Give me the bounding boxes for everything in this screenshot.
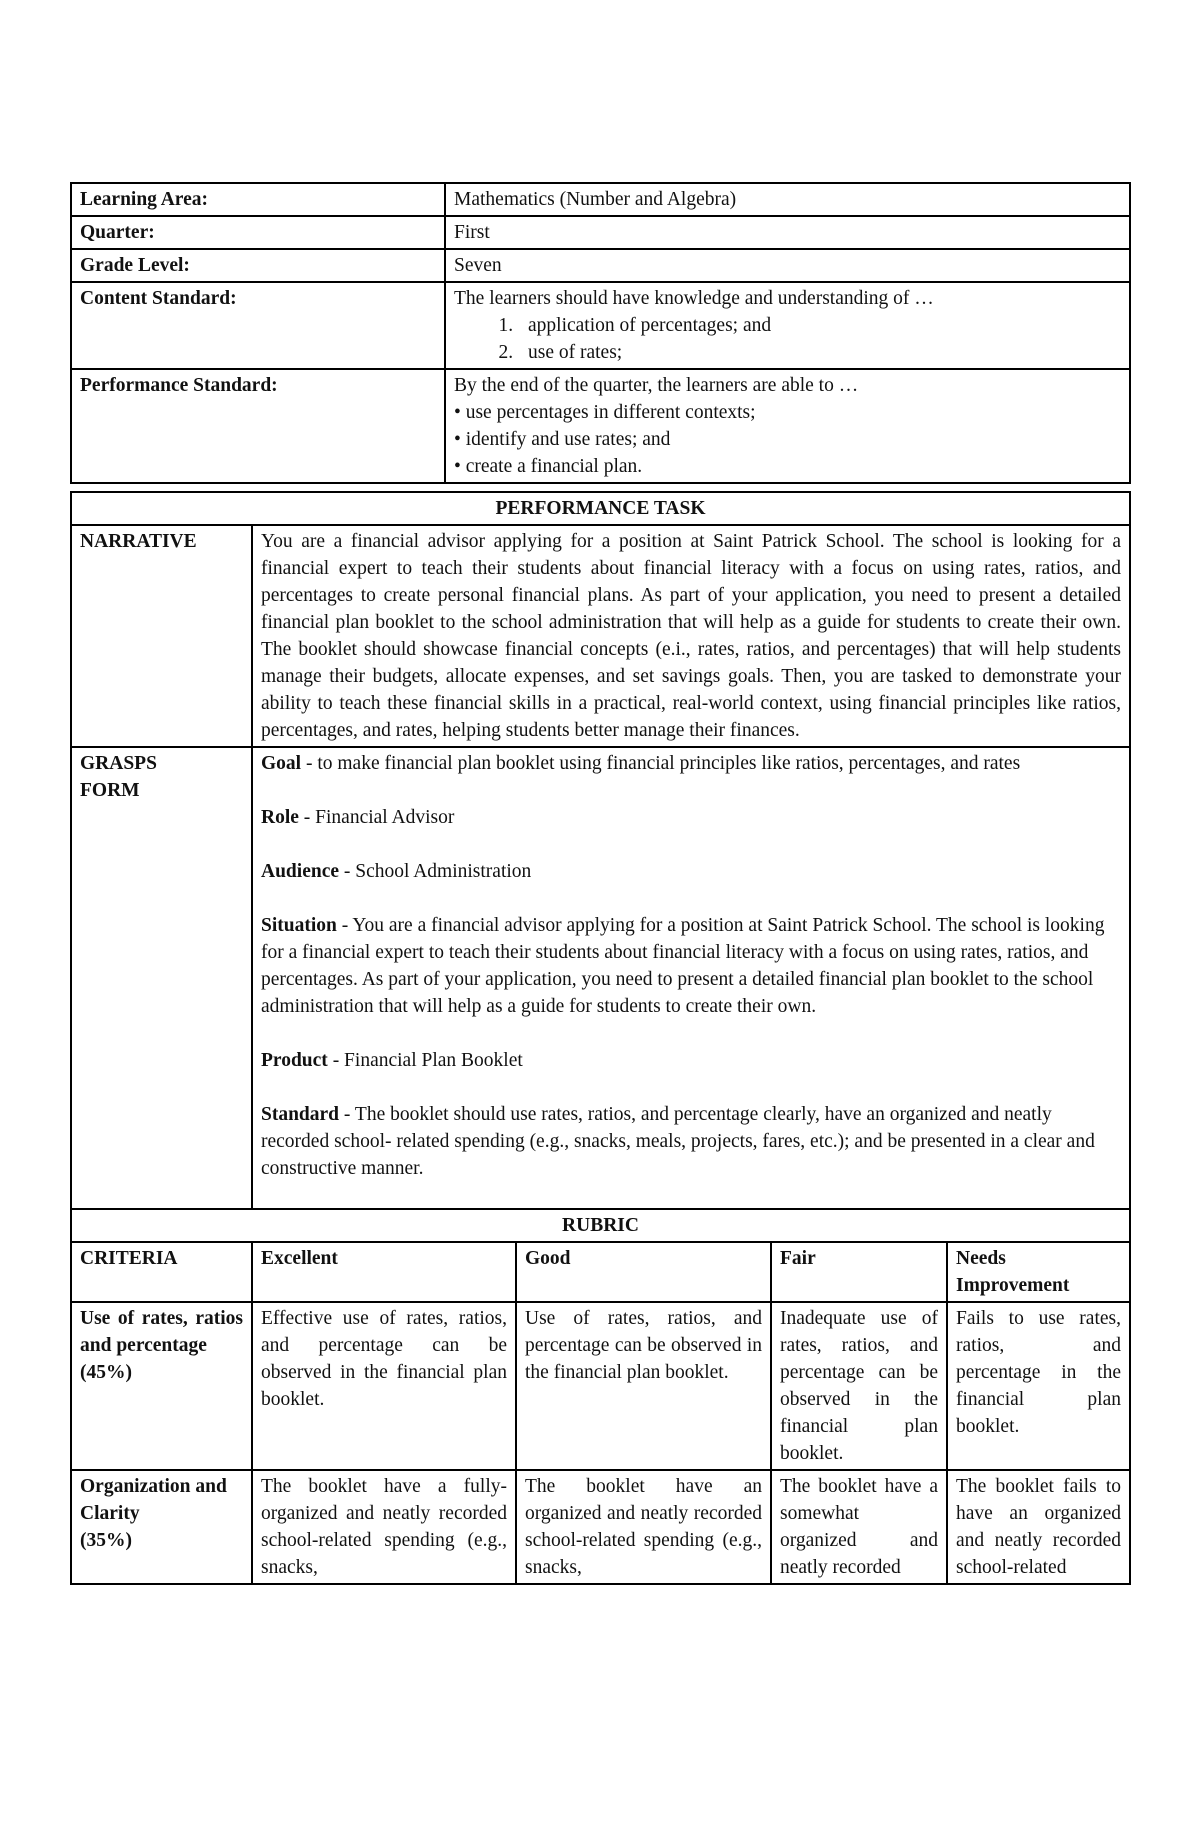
grasps-item-text: - Financial Advisor: [298, 807, 455, 828]
content-standard-item: 2. use of rates;: [518, 339, 1121, 366]
rubric-criterion-weight: (45%): [80, 1362, 132, 1383]
content-standard-row: [71, 282, 1130, 369]
grasps-product: [261, 1047, 1121, 1074]
content-standard-item: 1. application of percentages; and: [518, 312, 1121, 339]
rubric-cell: The booklet have a fully-organized and neatly recorded school-related spending (e.g., snacks,: [252, 1470, 516, 1584]
rubric-cell: The booklet have an organized and neatly recorded school-related spending (e.g., snacks,: [516, 1470, 771, 1584]
rubric-header-criteria: CRITERIA: [71, 1242, 252, 1302]
grasps-item-text: - School Administration: [339, 861, 532, 882]
grasps-role: [261, 804, 1121, 831]
grasps-standard: [261, 1101, 1121, 1182]
performance-standard-row: [71, 369, 1130, 483]
grasps-goal: [261, 750, 1121, 777]
rubric-header-excellent: Excellent: [252, 1242, 516, 1302]
grasps-item-text: - Financial Plan Booklet: [327, 1050, 523, 1071]
grasps-label: [71, 747, 252, 1209]
rubric-cell: Effective use of rates, ratios, and percentage can be observed in the financial plan booklet.: [252, 1302, 516, 1470]
rubric-cell: Use of rates, ratios, and percentage can be observed in the financial plan booklet.: [516, 1302, 771, 1470]
rubric-criterion-weight: (35%): [80, 1530, 132, 1551]
grasps-item-label: Situation: [261, 915, 337, 936]
grasps-item-label: Audience: [261, 861, 339, 882]
rubric-title-row: [71, 1209, 1130, 1242]
rubric-criterion-name: Organization and Clarity: [80, 1476, 227, 1524]
narrative-row: [71, 525, 1130, 747]
grade-label: Grade Level:: [71, 249, 445, 282]
content-standard-intro: The learners should have knowledge and understanding of …: [454, 288, 934, 309]
grasps-audience: [261, 858, 1121, 885]
grasps-item-label: Goal: [261, 753, 302, 774]
performance-task-table: [70, 491, 1131, 1585]
performance-standard-label: Performance Standard:: [71, 369, 445, 483]
grasps-label-line: FORM: [80, 780, 140, 801]
grasps-item-label: Role: [261, 807, 299, 828]
rubric-row: [71, 1470, 1130, 1584]
rubric-header-row: [71, 1242, 1130, 1302]
performance-task-title: PERFORMANCE TASK: [71, 492, 1130, 525]
content-standard-list: [454, 312, 1121, 366]
learning-area-row: [71, 183, 1130, 216]
performance-standard-item: • identify and use rates; and: [454, 429, 671, 450]
narrative-label: NARRATIVE: [71, 525, 252, 747]
rubric-cell: Fails to use rates, ratios, and percentage in the financial plan booklet.: [947, 1302, 1130, 1470]
rubric-cell: Inadequate use of rates, ratios, and percentage can be observed in the financial plan booklet.: [771, 1302, 947, 1470]
narrative-text: You are a financial advisor applying for a position at Saint Patrick School. The school is looking for a financial expert to teach their students about financial literacy with a focus on using rates, ratios, and percentages to create personal financial plans. As part of your application, you need to present a detailed financial plan booklet to the school administration that will help as a guide for students to create their own. The booklet should showcase financial concepts (e.i., rates, ratios, and percentages) that will help students manage their budgets, allocate expenses, and set savings goals. Then, you are tasked to demonstrate your ability to teach these financial skills in a practical, real-world context, using financial principles like ratios, percentages, and rates, helping students better manage their finances.: [252, 525, 1130, 747]
info-table: [70, 182, 1131, 484]
grade-value: Seven: [445, 249, 1130, 282]
grasps-label-line: GRASPS: [80, 753, 157, 774]
grasps-content: [252, 747, 1130, 1209]
rubric-header-needs-improvement: Needs Improvement: [947, 1242, 1130, 1302]
content-standard-label: Content Standard:: [71, 282, 445, 369]
performance-standard-item: • create a financial plan.: [454, 456, 643, 477]
rubric-cell: The booklet fails to have an organized and neatly recorded school-related: [947, 1470, 1130, 1584]
performance-standard-item: • use percentages in different contexts;: [454, 402, 756, 423]
grade-row: [71, 249, 1130, 282]
learning-area-value: Mathematics (Number and Algebra): [445, 183, 1130, 216]
quarter-value: First: [445, 216, 1130, 249]
grasps-item-text: - The booklet should use rates, ratios, and percentage clearly, have an organized and neatly recorded school- related spending (e.g., snacks, meals, projects, fares, etc.); and be presented in a clear and constructive manner.: [261, 1104, 1095, 1179]
rubric-header-good: Good: [516, 1242, 771, 1302]
performance-standard-value: [445, 369, 1130, 483]
grasps-item-text: - You are a financial advisor applying for a position at Saint Patrick School. The school is looking for a financial expert to teach their students about financial literacy with a focus on using rates, ratios, and percentages. As part of your application, you need to present a detailed financial plan booklet to the school administration that will help as a guide for students to create their own.: [261, 915, 1105, 1017]
rubric-row: [71, 1302, 1130, 1470]
performance-task-title-row: [71, 492, 1130, 525]
rubric-criterion: [71, 1470, 252, 1584]
rubric-title: RUBRIC: [71, 1209, 1130, 1242]
grasps-row: [71, 747, 1130, 1209]
quarter-label: Quarter:: [71, 216, 445, 249]
rubric-criterion-name: Use of rates, ratios and percentage: [80, 1308, 243, 1356]
learning-area-label: Learning Area:: [71, 183, 445, 216]
rubric-header-fair: Fair: [771, 1242, 947, 1302]
performance-standard-intro: By the end of the quarter, the learners are able to …: [454, 375, 859, 396]
rubric-cell: The booklet have a somewhat organized and neatly recorded: [771, 1470, 947, 1584]
grasps-item-text: - to make financial plan booklet using financial principles like ratios, percentages, and rates: [301, 753, 1021, 774]
content-standard-value: [445, 282, 1130, 369]
grasps-item-label: Standard: [261, 1104, 340, 1125]
grasps-situation: [261, 912, 1121, 1020]
rubric-criterion: [71, 1302, 252, 1470]
grasps-item-label: Product: [261, 1050, 328, 1071]
quarter-row: [71, 216, 1130, 249]
